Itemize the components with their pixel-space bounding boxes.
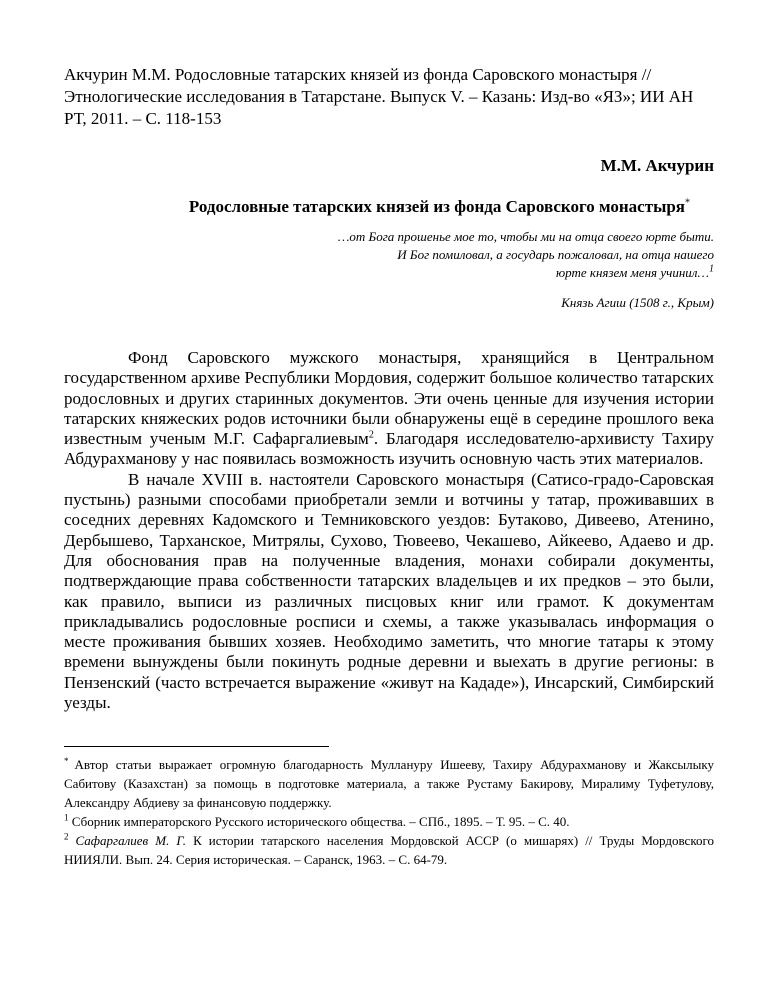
- citation-header: Акчурин М.М. Родословные татарских князей из фонда Саровского монастыря // Этнологические исследования в Татарстане. Выпуск V. – Казань: Изд-во «ЯЗ»; ИИ АН РТ, 2011. – С. 118-153: [64, 65, 694, 128]
- article-author: М.М. Акчурин: [600, 156, 714, 175]
- paragraph-1-footnote-mark: 2: [368, 429, 374, 441]
- paragraph-1-part-2: . Благодаря исследователю-архивисту Тахиру Абдурахманову у нас появилась возможность изучить основную часть этих материалов.: [64, 429, 714, 469]
- epigraph-source: Князь Агиш (1508 г., Крым): [561, 295, 714, 310]
- epigraph-line-3: [64, 264, 714, 282]
- document-page: [64, 64, 714, 869]
- body-text: [64, 348, 714, 713]
- footnote-star-text: Автор статьи выражает огромную благодарность Муллануру Ишееву, Тахиру Абдурахманову и Жаксылыку Сабитову (Казахстан) за помощь в подготовке материала, а также Рустаму Бакирову, Миралиму Туфетулову, Александру Абдиеву за финансовую поддержку.: [64, 757, 714, 811]
- footnote-1: [64, 812, 714, 831]
- footnotes: [64, 755, 714, 869]
- epigraph-line-3-text: юрте князем меня учинил…: [556, 265, 709, 280]
- footnote-2-author: Сафаргалиев М. Г.: [75, 833, 187, 849]
- epigraph-line-2: И Бог помиловал, а государь пожаловал, на отца нашего: [397, 247, 714, 262]
- paragraph-1: [64, 348, 714, 470]
- footnote-star-mark: *: [64, 756, 69, 767]
- footnote-1-text: Сборник императорского Русского исторического общества. – СПб., 1895. – Т. 95. – С. 40.: [71, 814, 570, 830]
- title-footnote-mark: *: [685, 197, 690, 209]
- footnote-2-mark: 2: [64, 832, 69, 843]
- footnote-star: [64, 755, 714, 812]
- paragraph-1-part-1: Фонд Саровского мужского монастыря, хранящийся в Центральном государственном архиве Республики Мордовия, содержит большое количество татарских родословных и других старинных документов. Эти очень ценные для изучения истории татарских княжеских родов источники были обнаружены ещё в середине прошлого века известным ученым М.Г. Сафаргалиевым: [64, 348, 714, 449]
- footnote-2: [64, 831, 714, 869]
- paragraph-2: В начале XVIII в. настоятели Саровского монастыря (Сатисо-градо-Саровская пустынь) разными способами приобретали земли и вотчины у татар, проживавших в соседних деревнях Кадомского и Темниковского уездов: Бутаково, Дивеево, Атенино, Дербышево, Тарханское, Митрялы, Сухово, Тювеево, Чекашево, Айкеево, Адаево и др. Для обоснования прав на полученные владения, монахи собирали документы, подтверждающие права собственности татарских владельцев и их предков – это были, как правило, выписи из различных писцовых книг или грамот. К документам прикладывались родословные росписи и схемы, а также указывалась информация о месте проживания бывших хозяев. Необходимо заметить, что многие татары к этому времени вынуждены были покинуть родные деревни и выехать в другие регионы: в Пензенский (часто встречается выражение «живут на Кададе»), Инсарский, Симбирский уезды.: [64, 469, 714, 713]
- footnote-1-mark: 1: [64, 813, 69, 824]
- article-title: [64, 196, 690, 218]
- footnote-2-text: К истории татарского населения Мордовской АССР (о мишарях) // Труды Мордовского НИИЯЛИ. Вып. 24. Серия историческая. – Саранск, 1963. – С. 64-79.: [64, 833, 714, 868]
- epigraph-footnote-mark: 1: [709, 263, 714, 275]
- epigraph-line-1: …от Бога прошенье мое то, чтобы ми на отца своего юрте быти.: [337, 229, 714, 244]
- footnote-separator: [64, 746, 329, 747]
- epigraph: [64, 228, 714, 282]
- article-title-text: Родословные татарских князей из фонда Саровского монастыря: [188, 197, 685, 216]
